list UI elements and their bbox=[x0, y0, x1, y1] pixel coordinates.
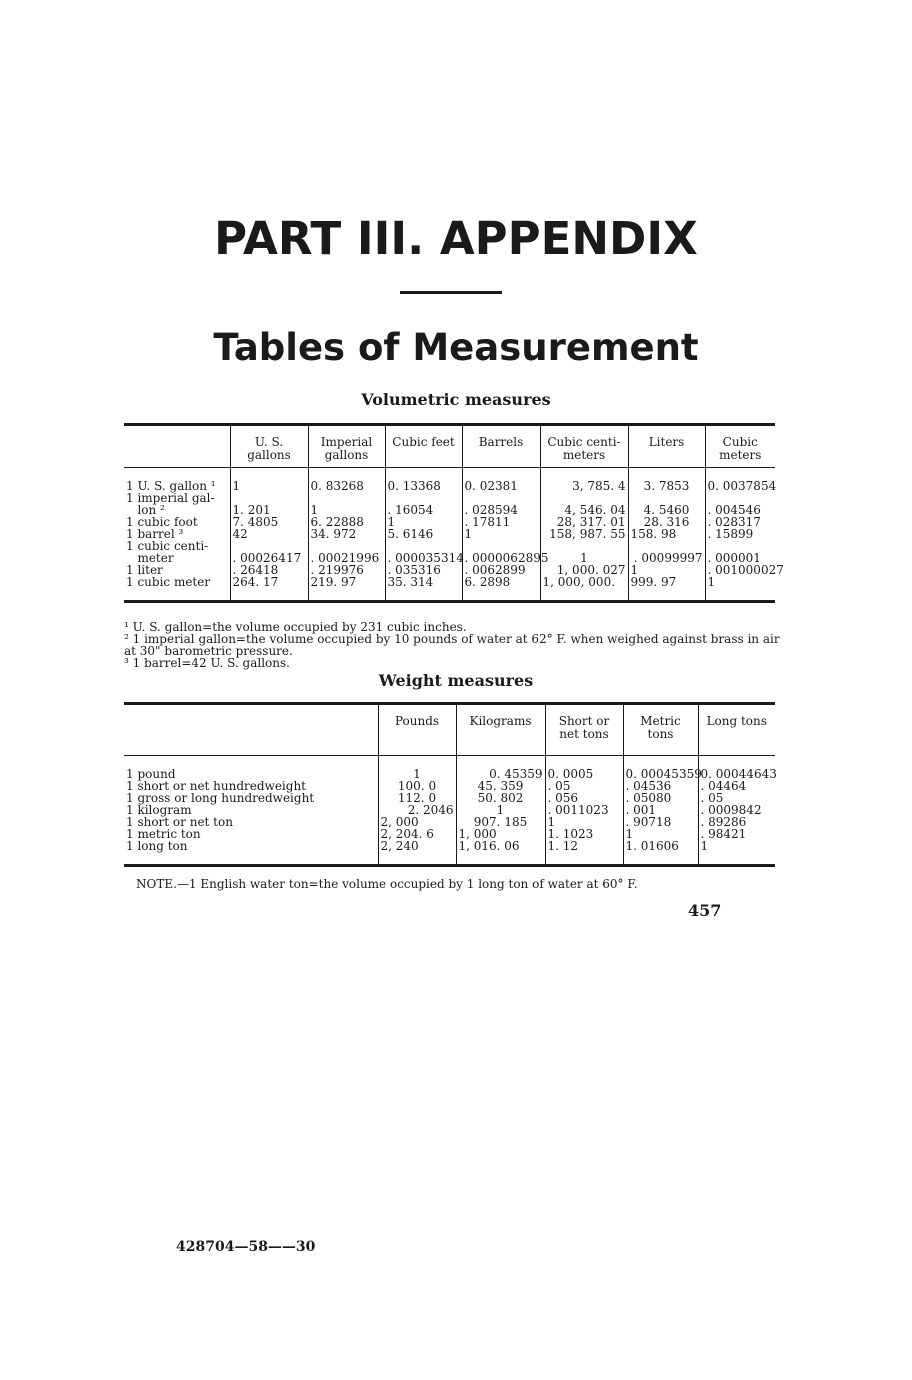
table-cell: 264. 17 bbox=[230, 576, 308, 588]
table-header-row bbox=[124, 704, 775, 756]
table-row bbox=[124, 480, 775, 492]
table-cell: 1 bbox=[230, 480, 308, 492]
table-cell: 42 bbox=[230, 528, 308, 540]
table-cell: 28, 317. 01 bbox=[540, 516, 628, 528]
stub-header bbox=[124, 425, 230, 468]
table-header-row bbox=[124, 425, 775, 468]
row-label: 1 pound bbox=[126, 767, 176, 781]
table-cell: . 001000027 bbox=[705, 564, 775, 576]
column-header: Short or net tons bbox=[545, 704, 623, 756]
table-cell: 1 bbox=[540, 552, 628, 564]
table-cell: . 001 bbox=[623, 804, 698, 816]
table-row bbox=[124, 816, 775, 828]
column-header: U. S. gallons bbox=[230, 425, 308, 468]
table-cell: . 056 bbox=[545, 792, 623, 804]
row-label: 1 metric ton bbox=[126, 827, 201, 841]
table-cell: 0. 13368 bbox=[385, 480, 462, 492]
row-label: 1 short or net hundredweight bbox=[126, 779, 307, 793]
stub-header bbox=[124, 704, 378, 756]
table-cell: 7. 4805 bbox=[230, 516, 308, 528]
row-label: 1 long ton bbox=[126, 839, 188, 853]
footnote: ² 1 imperial gallon=the volume occupied by 10 pounds of water at 62° F. when weighed against brass in air at 30" barometric pressure. bbox=[124, 632, 780, 658]
table-cell: 4. 5460 bbox=[628, 504, 705, 516]
table-cell: . 004546 bbox=[705, 504, 775, 516]
table-row bbox=[124, 552, 775, 564]
table-cell: 1 bbox=[623, 828, 698, 840]
table-cell: . 17811 bbox=[462, 516, 540, 528]
row-label: 1 imperial gal- bbox=[126, 491, 215, 505]
table-cell: . 04464 bbox=[698, 780, 775, 792]
table-cell: . 05 bbox=[545, 780, 623, 792]
column-header: Cubic feet bbox=[385, 425, 462, 468]
table-cell: 1, 016. 06 bbox=[456, 840, 545, 852]
volumetric-table bbox=[124, 423, 784, 603]
printer-code: 428704—58——30 bbox=[176, 1239, 316, 1255]
table-cell: 1 bbox=[698, 840, 775, 852]
table-cell: 0. 45359 bbox=[456, 768, 545, 780]
part-title: PART III. APPENDIX bbox=[214, 212, 698, 265]
column-header: Cubic centi-meters bbox=[540, 425, 628, 468]
row-label: 1 U. S. gallon ¹ bbox=[126, 479, 216, 493]
footnote: ³ 1 barrel=42 U. S. gallons. bbox=[124, 656, 290, 670]
table-cell: 1 bbox=[378, 768, 456, 780]
table-cell: 50. 802 bbox=[456, 792, 545, 804]
table-cell: . 0000062895 bbox=[462, 552, 540, 564]
table-cell: 219. 97 bbox=[308, 576, 385, 588]
table-note: NOTE.—1 English water ton=the volume occupied by 1 long ton of water at 60° F. bbox=[136, 877, 638, 891]
table-row bbox=[124, 516, 775, 528]
table-cell: 2, 000 bbox=[378, 816, 456, 828]
row-label: 1 short or net ton bbox=[126, 815, 233, 829]
table-cell: 1. 201 bbox=[230, 504, 308, 516]
row-label: 1 liter bbox=[126, 563, 163, 577]
row-label: meter bbox=[126, 551, 174, 565]
table-cell: 112. 0 bbox=[378, 792, 456, 804]
table-cell: 100. 0 bbox=[378, 780, 456, 792]
table-cell: 45. 359 bbox=[456, 780, 545, 792]
table-cell: 3, 785. 4 bbox=[540, 480, 628, 492]
row-label: 1 cubic centi- bbox=[126, 539, 209, 553]
table-cell: . 0011023 bbox=[545, 804, 623, 816]
row-label: 1 cubic foot bbox=[126, 515, 198, 529]
table-cell: . 26418 bbox=[230, 564, 308, 576]
table-cell: . 000001 bbox=[705, 552, 775, 564]
table-cell: . 035316 bbox=[385, 564, 462, 576]
table-cell: . 90718 bbox=[623, 816, 698, 828]
row-label: 1 barrel ³ bbox=[126, 527, 184, 541]
title-divider bbox=[400, 291, 502, 294]
table-cell: 0. 00045359 bbox=[623, 768, 698, 780]
table-cell: . 219976 bbox=[308, 564, 385, 576]
column-header: Metric tons bbox=[623, 704, 698, 756]
table-cell: . 000035314 bbox=[385, 552, 462, 564]
table-cell: 1, 000 bbox=[456, 828, 545, 840]
table-cell: 0. 83268 bbox=[308, 480, 385, 492]
table-cell: 2, 240 bbox=[378, 840, 456, 852]
table-cell: 907. 185 bbox=[456, 816, 545, 828]
table-cell: 2, 204. 6 bbox=[378, 828, 456, 840]
table-cell: . 89286 bbox=[698, 816, 775, 828]
table-cell: 1. 1023 bbox=[545, 828, 623, 840]
table-cell: 0. 00044643 bbox=[698, 768, 775, 780]
table-cell: . 028317 bbox=[705, 516, 775, 528]
table-cell: 4, 546. 04 bbox=[540, 504, 628, 516]
table-cell: 1 bbox=[462, 528, 540, 540]
row-label: lon ² bbox=[126, 503, 165, 517]
table-row bbox=[124, 576, 775, 588]
row-label: 1 gross or long hundredweight bbox=[126, 791, 315, 805]
table-cell: 35. 314 bbox=[385, 576, 462, 588]
footnote: ¹ U. S. gallon=the volume occupied by 231 cubic inches. bbox=[124, 620, 467, 634]
table-cell: . 16054 bbox=[385, 504, 462, 516]
table-cell: 1 bbox=[385, 516, 462, 528]
table-cell: . 00026417 bbox=[230, 552, 308, 564]
row-label: 1 kilogram bbox=[126, 803, 192, 817]
volumetric-caption: Volumetric measures bbox=[361, 390, 551, 409]
table-cell: . 0009842 bbox=[698, 804, 775, 816]
table-cell: 28. 316 bbox=[628, 516, 705, 528]
table-cell: 0. 0037854 bbox=[705, 480, 775, 492]
table-cell: . 04536 bbox=[623, 780, 698, 792]
column-header: Imperial gallons bbox=[308, 425, 385, 468]
table-cell: 6. 2898 bbox=[462, 576, 540, 588]
column-header: Pounds bbox=[378, 704, 456, 756]
column-header: Long tons bbox=[698, 704, 775, 756]
table-cell: 1, 000, 000. bbox=[540, 576, 628, 588]
table-cell: 1 bbox=[705, 576, 775, 588]
weight-caption: Weight measures bbox=[378, 671, 534, 690]
table-cell: 1. 12 bbox=[545, 840, 623, 852]
table-cell: 1 bbox=[456, 804, 545, 816]
table-cell: . 00099997 bbox=[628, 552, 705, 564]
table-cell: . 0062899 bbox=[462, 564, 540, 576]
column-header: Barrels bbox=[462, 425, 540, 468]
table-cell: 999. 97 bbox=[628, 576, 705, 588]
column-header: Liters bbox=[628, 425, 705, 468]
table-row bbox=[124, 840, 775, 852]
column-header: Kilograms bbox=[456, 704, 545, 756]
table-cell: 2. 2046 bbox=[378, 804, 456, 816]
table-cell: . 15899 bbox=[705, 528, 775, 540]
weight-table bbox=[124, 702, 775, 867]
table-row bbox=[124, 564, 775, 576]
table-cell: 158, 987. 55 bbox=[540, 528, 628, 540]
table-cell: 1, 000. 027 bbox=[540, 564, 628, 576]
table-cell: . 05 bbox=[698, 792, 775, 804]
table-cell: 1 bbox=[545, 816, 623, 828]
table-cell: 1 bbox=[628, 564, 705, 576]
table-cell: . 98421 bbox=[698, 828, 775, 840]
table-cell: 5. 6146 bbox=[385, 528, 462, 540]
table-cell: 1 bbox=[308, 504, 385, 516]
table-cell: 0. 02381 bbox=[462, 480, 540, 492]
section-title: Tables of Measurement bbox=[213, 326, 699, 369]
table-cell: 0. 0005 bbox=[545, 768, 623, 780]
column-header: Cubic meters bbox=[705, 425, 775, 468]
page-number: 457 bbox=[688, 901, 722, 920]
table-cell: 6. 22888 bbox=[308, 516, 385, 528]
table-row bbox=[124, 528, 775, 540]
table-cell: 1. 01606 bbox=[623, 840, 698, 852]
table-cell: . 05080 bbox=[623, 792, 698, 804]
table-cell: . 00021996 bbox=[308, 552, 385, 564]
row-label: 1 cubic meter bbox=[126, 575, 211, 589]
table-cell: 158. 98 bbox=[628, 528, 705, 540]
table-cell: 3. 7853 bbox=[628, 480, 705, 492]
table-cell: . 028594 bbox=[462, 504, 540, 516]
table-cell: 34. 972 bbox=[308, 528, 385, 540]
